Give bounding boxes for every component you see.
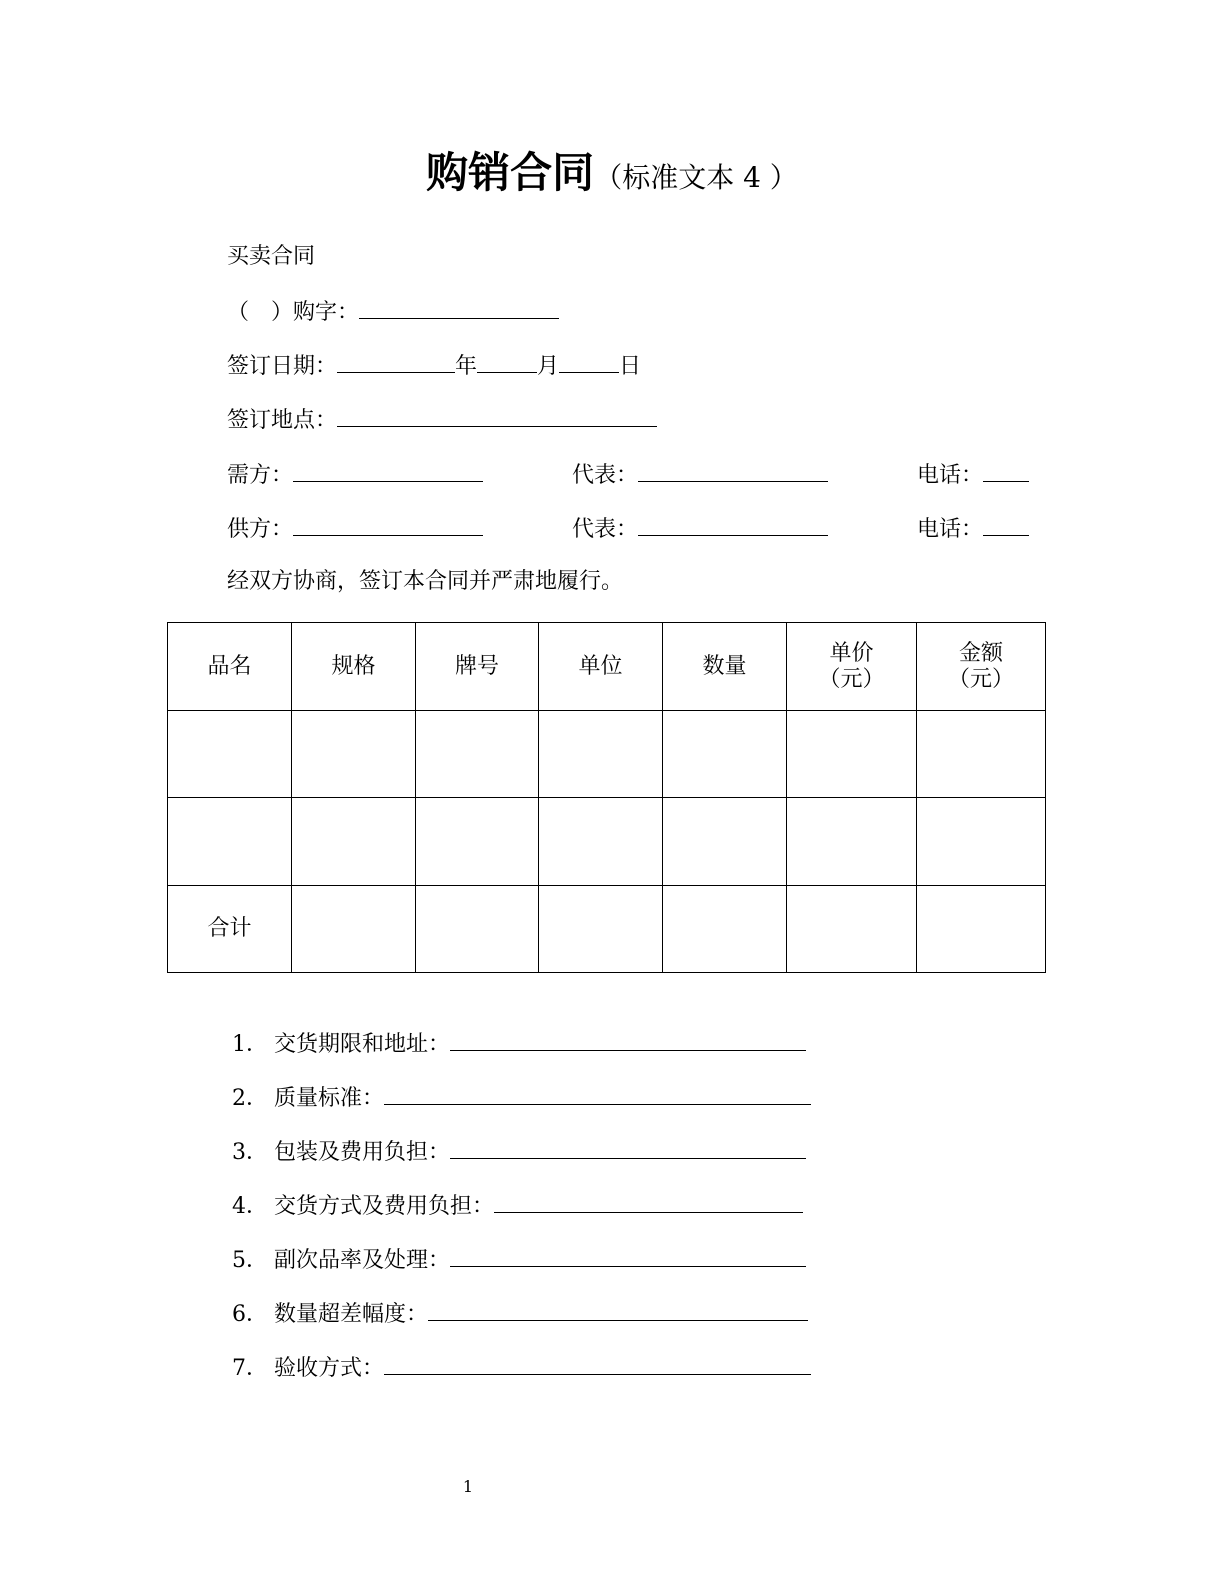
header-text: 牌号 [454,653,499,679]
table-cell[interactable] [663,711,787,798]
buyer-rep-field[interactable] [638,459,828,482]
clause-field[interactable] [450,1136,806,1159]
clause-quantity-tolerance [232,1298,808,1330]
header-specification [292,623,416,711]
clause-packaging [232,1136,806,1168]
header-text: 单位 [578,653,623,679]
sign-year-field[interactable] [337,350,455,373]
seller-phone-label: 电话： [917,517,984,542]
clause-number: 5． [232,1248,268,1273]
table-cell[interactable] [292,886,416,973]
contract-intro: 经双方协商，签订本合同并严肃地履行。 [227,569,624,594]
header-unit-text: （元） [818,666,885,692]
table-cell[interactable] [416,798,539,886]
header-quantity [663,623,787,711]
table-cell[interactable] [663,886,787,973]
buyer-representative [572,459,828,491]
header-brand [416,623,539,711]
table-cell[interactable] [787,886,917,973]
table-cell[interactable] [917,711,1046,798]
clause-delivery-deadline [232,1028,806,1060]
total-label: 合计 [207,916,252,941]
seller-phone [917,513,1029,545]
table-cell[interactable] [168,711,292,798]
buyer-phone-field[interactable] [983,459,1029,482]
seller-phone-field[interactable] [983,513,1029,536]
buyer-label: 需方： [227,463,294,488]
table-cell[interactable] [539,711,663,798]
clause-label: 副次品率及处理： [274,1248,451,1273]
table-cell[interactable] [787,711,917,798]
clause-number: 7． [232,1356,268,1381]
table-cell[interactable] [539,886,663,973]
clause-number: 1． [232,1032,268,1057]
clause-acceptance-method [232,1352,811,1384]
buyer-phone [917,459,1029,491]
seller-name [227,513,483,545]
seller-representative [572,513,828,545]
buyer-rep-label: 代表： [572,463,639,488]
sign-place-label: 签订地点： [227,408,338,433]
table-cell[interactable] [416,711,539,798]
header-text: 单价 [829,640,874,666]
header-unit [539,623,663,711]
seller-label: 供方： [227,517,294,542]
day-label: 日 [619,354,642,379]
clause-field[interactable] [384,1352,811,1375]
header-text: 金额 [958,640,1003,666]
document-title [0,140,1224,200]
clause-field[interactable] [494,1190,803,1213]
total-label-cell [168,886,292,973]
clause-number: 6． [232,1302,268,1327]
clause-label: 交货方式及费用负担： [274,1194,495,1219]
table-cell[interactable] [292,711,416,798]
clause-field[interactable] [384,1082,811,1105]
year-label: 年 [455,354,478,379]
table-cell[interactable] [539,798,663,886]
header-amount [917,623,1046,711]
seller-rep-label: 代表： [572,517,639,542]
clause-field[interactable] [450,1028,806,1051]
sign-month-field[interactable] [477,350,537,373]
clause-field[interactable] [428,1298,808,1321]
table-cell[interactable] [168,798,292,886]
title-main: 购销合同 [426,148,595,197]
table-row [168,798,1046,886]
buyer-field[interactable] [293,459,483,482]
contract-number-label: （ ）购字： [227,300,360,325]
table-cell[interactable] [787,798,917,886]
clause-delivery-method [232,1190,803,1222]
clause-label: 交货期限和地址： [274,1032,451,1057]
clause-defect-rate [232,1244,806,1276]
clause-number: 2． [232,1086,268,1111]
table-row [168,711,1046,798]
table-cell[interactable] [292,798,416,886]
month-label: 月 [537,354,560,379]
sign-place-field[interactable] [337,404,657,427]
header-unit-text: （元） [947,666,1014,692]
table-header-row [168,623,1046,711]
page-number: 1 [462,1477,474,1496]
sign-date-label: 签订日期： [227,354,338,379]
sign-place-row [227,404,657,436]
goods-table [167,622,1046,973]
contract-number-field[interactable] [359,296,559,319]
clause-label: 包装及费用负担： [274,1140,451,1165]
contract-subtitle: 买卖合同 [227,244,316,269]
header-text: 规格 [331,653,376,679]
sign-day-field[interactable] [559,350,619,373]
clause-label: 数量超差幅度： [274,1302,429,1327]
header-text: 数量 [702,653,747,679]
table-cell[interactable] [416,886,539,973]
header-product-name [168,623,292,711]
clause-label: 验收方式： [274,1356,385,1381]
table-total-row [168,886,1046,973]
buyer-phone-label: 电话： [917,463,984,488]
buyer-name [227,459,483,491]
clause-number: 3． [232,1140,268,1165]
table-cell[interactable] [663,798,787,886]
clause-label: 质量标准： [274,1086,385,1111]
clause-field[interactable] [450,1244,806,1267]
sign-date-row [227,350,641,382]
title-sub: （标准文本 4 ） [594,161,798,194]
seller-field[interactable] [293,513,483,536]
contract-number-row [227,296,559,328]
header-text: 品名 [207,653,252,679]
table-cell[interactable] [917,798,1046,886]
table-cell[interactable] [917,886,1046,973]
header-unit-price [787,623,917,711]
seller-rep-field[interactable] [638,513,828,536]
clause-number: 4． [232,1194,268,1219]
clause-quality-standard [232,1082,811,1114]
